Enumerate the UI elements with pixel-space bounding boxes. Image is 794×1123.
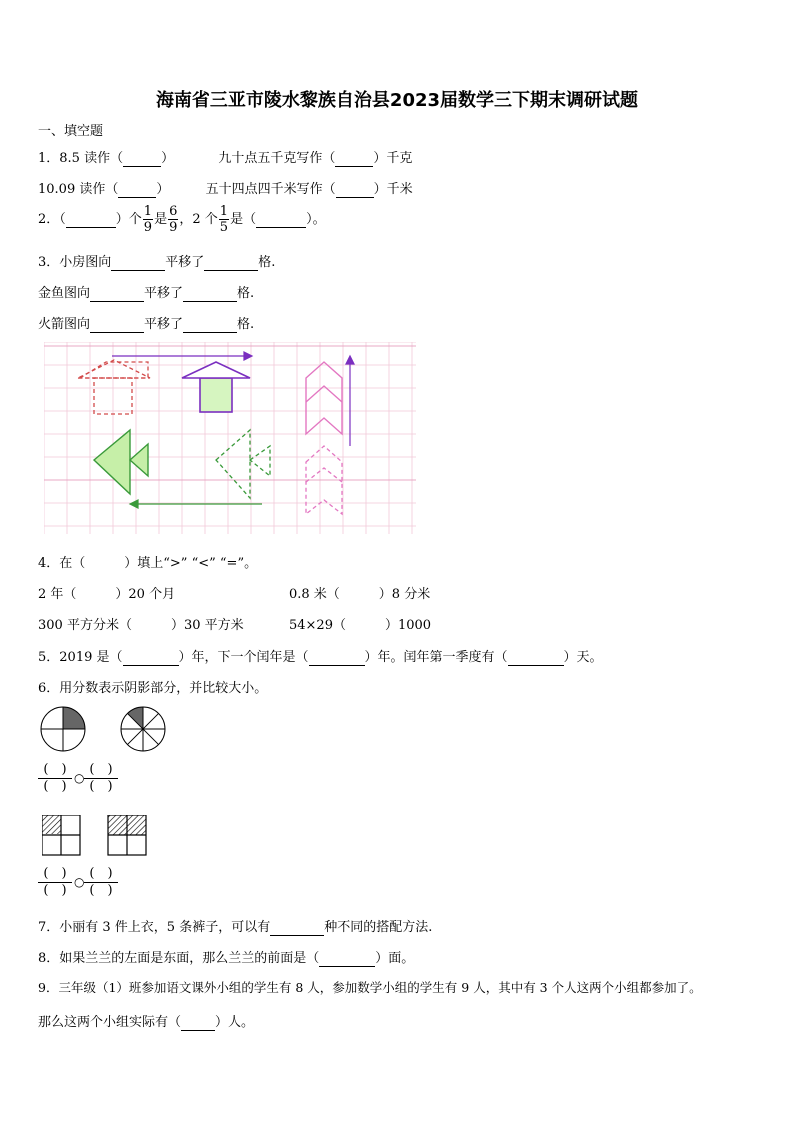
q2-text: 2．（ bbox=[38, 212, 66, 227]
answer-blank[interactable] bbox=[181, 1015, 215, 1031]
answer-blank[interactable] bbox=[90, 286, 144, 302]
q8-text: 8．如果兰兰的左面是东面，那么兰兰的前面是（ bbox=[38, 951, 320, 966]
compare-circle[interactable]: ○ bbox=[74, 875, 85, 889]
q3-text: 平移了 bbox=[144, 317, 184, 332]
numerator-blank[interactable]: ( ) bbox=[84, 762, 118, 779]
q1-text: ）千米 bbox=[373, 182, 413, 197]
fish-original bbox=[94, 430, 148, 494]
fraction bbox=[168, 204, 178, 235]
q3-text: 格. bbox=[258, 255, 276, 270]
fraction-blank[interactable] bbox=[38, 866, 72, 899]
question-3-line-3 bbox=[38, 313, 254, 333]
answer-blank[interactable] bbox=[309, 650, 365, 666]
fraction-blank[interactable] bbox=[84, 866, 118, 899]
answer-blank[interactable] bbox=[118, 182, 156, 198]
fraction-compare-2 bbox=[38, 866, 138, 906]
question-4-item: 2 年（ ）20 个月 bbox=[38, 587, 176, 602]
q3-text: 格. bbox=[237, 286, 255, 301]
question-5 bbox=[38, 646, 603, 666]
question-1-row-2 bbox=[38, 178, 413, 198]
question-4-stem: 4．在（ ）填上“>” “<” “=”。 bbox=[38, 556, 258, 571]
q2-text: ）个 bbox=[115, 212, 142, 227]
answer-blank[interactable] bbox=[111, 255, 165, 271]
fraction bbox=[143, 204, 153, 235]
fraction bbox=[219, 204, 229, 235]
q9-text: ）人。 bbox=[215, 1015, 255, 1030]
q7-text: 种不同的搭配方法. bbox=[324, 920, 433, 935]
question-4-item: 0.8 米（ ）8 分米 bbox=[289, 587, 431, 602]
answer-blank[interactable] bbox=[66, 212, 116, 228]
question-9-line-1: 9．三年级（1）班参加语文课外小组的学生有 8 人，参加数学小组的学生有 9 人，其中有 3 个人这两个小组都参加了。 bbox=[38, 980, 702, 995]
house-original-dashed bbox=[78, 360, 150, 414]
q2-text: 是（ bbox=[230, 212, 257, 227]
question-3-line-1 bbox=[38, 251, 275, 271]
translation-grid-figure bbox=[44, 342, 416, 534]
denominator: 9 bbox=[143, 220, 153, 235]
q7-text: 7．小丽有 3 件上衣，5 条裤子，可以有 bbox=[38, 920, 271, 935]
fraction-blank[interactable] bbox=[38, 762, 72, 795]
denominator-blank[interactable]: ( ) bbox=[89, 779, 113, 794]
q5-text: ）天。 bbox=[563, 650, 603, 665]
question-4-item: 300 平方分米（ ）30 平方米 bbox=[38, 618, 244, 633]
q2-text: 是 bbox=[154, 212, 168, 227]
answer-blank[interactable] bbox=[335, 151, 373, 167]
q1-text: ） bbox=[156, 182, 170, 197]
q3-text: 平移了 bbox=[144, 286, 184, 301]
answer-blank[interactable] bbox=[256, 212, 306, 228]
compare-circle[interactable]: ○ bbox=[74, 771, 85, 785]
q1-text: ）千克 bbox=[373, 151, 413, 166]
arrow-left-icon bbox=[130, 500, 262, 508]
q3-text: 平移了 bbox=[165, 255, 205, 270]
q8-text: ）面。 bbox=[375, 951, 415, 966]
house-translated bbox=[182, 362, 250, 412]
question-4-item: 54×29（ ）1000 bbox=[289, 618, 432, 633]
answer-blank[interactable] bbox=[183, 317, 237, 333]
answer-blank[interactable] bbox=[204, 255, 258, 271]
q1-text: 10.09 读作（ bbox=[38, 182, 119, 197]
square-quarters bbox=[42, 815, 80, 855]
answer-blank[interactable] bbox=[183, 286, 237, 302]
q3-text: 金鱼图向 bbox=[38, 286, 91, 301]
answer-blank[interactable] bbox=[90, 317, 144, 333]
fraction-compare-1 bbox=[38, 762, 138, 802]
answer-blank[interactable] bbox=[270, 920, 324, 936]
page-title: 海南省三亚市陵水黎族自治县2023届数学三下期末调研试题 bbox=[155, 90, 639, 111]
circle-eighths bbox=[121, 707, 165, 751]
q1-text: 九十点五千克写作（ bbox=[218, 151, 336, 166]
square-quarters-two-shaded bbox=[108, 815, 146, 855]
denominator-blank[interactable]: ( ) bbox=[43, 883, 67, 898]
denominator: 5 bbox=[219, 220, 229, 235]
question-2 bbox=[38, 204, 326, 235]
q2-text: ）。 bbox=[306, 212, 326, 227]
section-heading: 一、填空题 bbox=[38, 124, 104, 139]
q1-text: ） bbox=[161, 151, 175, 166]
denominator-blank[interactable]: ( ) bbox=[89, 883, 113, 898]
question-9-line-2 bbox=[38, 1011, 254, 1031]
numerator-blank[interactable]: ( ) bbox=[38, 762, 72, 779]
numerator-blank[interactable]: ( ) bbox=[84, 866, 118, 883]
question-7 bbox=[38, 916, 432, 936]
question-3-line-2 bbox=[38, 282, 254, 302]
numerator-blank[interactable]: ( ) bbox=[38, 866, 72, 883]
arrow-up-icon bbox=[346, 356, 354, 446]
q2-text: ，2 个 bbox=[179, 212, 218, 227]
q3-text: 格. bbox=[237, 317, 255, 332]
answer-blank[interactable] bbox=[123, 151, 161, 167]
circle-quarters bbox=[41, 707, 85, 751]
q1-text: 五十四点四千米写作（ bbox=[205, 182, 336, 197]
answer-blank[interactable] bbox=[123, 650, 179, 666]
q1-text: 1．8.5 读作（ bbox=[38, 151, 124, 166]
q5-text: ）年。闰年第一季度有（ bbox=[364, 650, 508, 665]
q9-text: 那么这两个小组实际有（ bbox=[38, 1015, 182, 1030]
rocket-original bbox=[306, 362, 342, 434]
q3-text: 火箭图向 bbox=[38, 317, 91, 332]
q5-text: ）年，下一个闰年是（ bbox=[178, 650, 309, 665]
numerator: 1 bbox=[143, 204, 153, 219]
numerator: 6 bbox=[169, 204, 178, 219]
numerator: 1 bbox=[219, 204, 229, 219]
answer-blank[interactable] bbox=[508, 650, 564, 666]
q3-text: 3．小房图向 bbox=[38, 255, 112, 270]
q5-text: 5．2019 是（ bbox=[38, 650, 123, 665]
question-1-row-1 bbox=[38, 147, 412, 167]
denominator: 9 bbox=[169, 220, 178, 235]
fraction-blank[interactable] bbox=[84, 762, 118, 795]
question-6-stem: 6．用分数表示阴影部分，并比较大小。 bbox=[38, 681, 268, 696]
denominator-blank[interactable]: ( ) bbox=[43, 779, 67, 794]
answer-blank[interactable] bbox=[319, 951, 375, 967]
answer-blank[interactable] bbox=[336, 182, 374, 198]
fish-translated-dashed bbox=[216, 430, 270, 498]
fraction-circles bbox=[40, 706, 170, 756]
question-8 bbox=[38, 947, 414, 967]
fraction-squares bbox=[42, 815, 152, 857]
